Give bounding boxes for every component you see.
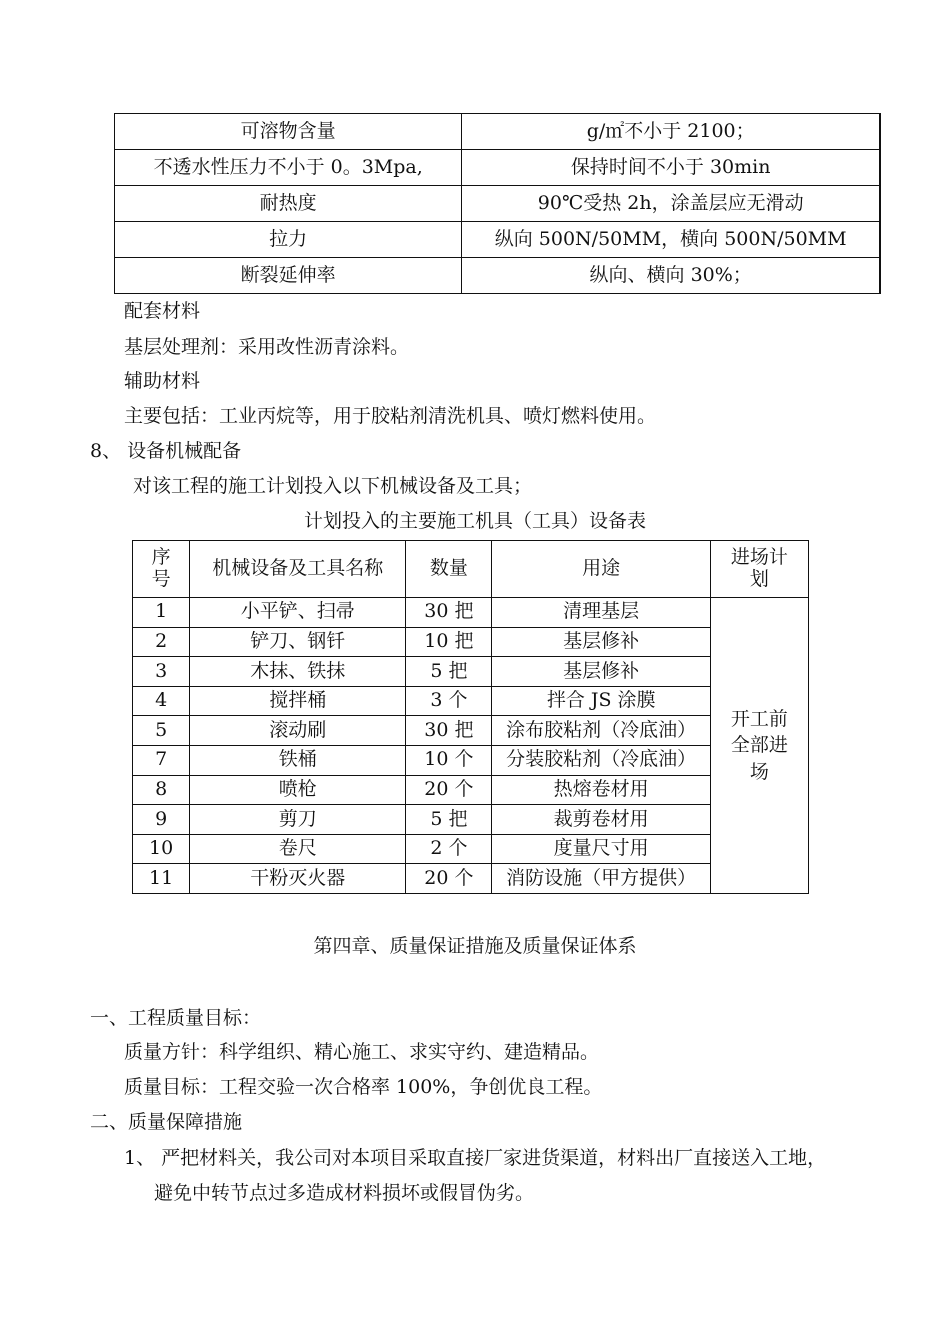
row-qty: 5 把 bbox=[406, 805, 492, 835]
header-seq-line2: 号 bbox=[151, 568, 171, 590]
property-name: 不透水性压力不小于 0。3Mpa, bbox=[115, 150, 462, 186]
table-row bbox=[133, 805, 809, 835]
row-use: 基层修补 bbox=[492, 657, 710, 687]
header-name: 机械设备及工具名称 bbox=[190, 541, 406, 598]
row-name: 剪刀 bbox=[190, 805, 406, 835]
header-seq bbox=[133, 541, 190, 598]
table-row bbox=[115, 114, 880, 150]
equipment-table-title: 计划投入的主要施工机具（工具）设备表 bbox=[303, 510, 646, 532]
row-name: 铲刀、钢钎 bbox=[190, 627, 406, 657]
row-seq: 11 bbox=[133, 864, 190, 894]
header-qty: 数量 bbox=[406, 541, 492, 598]
table-header-row bbox=[133, 541, 809, 598]
measure-item-1: 1、 严把材料关，我公司对本项目采取直接厂家进货渠道，材料出厂直接送入工地， bbox=[124, 1147, 827, 1169]
property-value: 保持时间不小于 30min bbox=[462, 150, 880, 186]
row-qty: 20 个 bbox=[406, 775, 492, 805]
row-qty: 5 把 bbox=[406, 657, 492, 687]
table-row bbox=[133, 657, 809, 687]
row-seq: 10 bbox=[133, 834, 190, 864]
table-row bbox=[115, 150, 880, 186]
table-row bbox=[133, 745, 809, 775]
quality-policy: 质量方针：科学组织、精心施工、求实守约、建造精品。 bbox=[124, 1041, 600, 1063]
table-row bbox=[133, 716, 809, 746]
materials-heading: 配套材料 bbox=[124, 300, 201, 322]
row-seq: 9 bbox=[133, 805, 190, 835]
row-seq: 5 bbox=[133, 716, 190, 746]
table-row bbox=[133, 864, 809, 894]
table-row bbox=[133, 686, 809, 716]
row-use: 清理基层 bbox=[492, 598, 710, 628]
measure-item-1-cont: 避免中转节点过多造成材料损坏或假冒伪劣。 bbox=[154, 1182, 535, 1204]
plan-line2: 全部进 bbox=[730, 734, 788, 757]
table-row bbox=[133, 598, 809, 628]
row-qty: 30 把 bbox=[406, 598, 492, 628]
row-name: 滚动刷 bbox=[190, 716, 406, 746]
header-seq-line1: 序 bbox=[151, 546, 171, 569]
row-qty: 30 把 bbox=[406, 716, 492, 746]
row-use: 拌合 JS 涂膜 bbox=[492, 686, 710, 716]
plan-cell bbox=[710, 598, 808, 894]
header-plan bbox=[710, 541, 808, 598]
row-use: 分装胶粘剂（冷底油） bbox=[492, 745, 710, 775]
row-seq: 3 bbox=[133, 657, 190, 687]
quality-target: 质量目标：工程交验一次合格率 100%，争创优良工程。 bbox=[124, 1076, 603, 1098]
equipment-table bbox=[132, 540, 809, 894]
property-name: 耐热度 bbox=[115, 186, 462, 222]
row-name: 搅拌桶 bbox=[190, 686, 406, 716]
plan-line3: 场 bbox=[749, 760, 769, 783]
table-edge-line bbox=[880, 113, 881, 294]
auxiliary-heading: 辅助材料 bbox=[124, 370, 201, 392]
row-seq: 1 bbox=[133, 598, 190, 628]
quality-goal-heading: 一、工程质量目标： bbox=[90, 1007, 262, 1029]
row-name: 木抹、铁抹 bbox=[190, 657, 406, 687]
property-value: 纵向、横向 30%； bbox=[462, 258, 880, 294]
quality-measures-heading: 二、质量保障措施 bbox=[90, 1111, 243, 1133]
table-row bbox=[115, 186, 880, 222]
row-name: 干粉灭火器 bbox=[190, 864, 406, 894]
row-use: 涂布胶粘剂（冷底油） bbox=[492, 716, 710, 746]
row-seq: 8 bbox=[133, 775, 190, 805]
row-qty: 3 个 bbox=[406, 686, 492, 716]
row-use: 度量尺寸用 bbox=[492, 834, 710, 864]
row-name: 铁桶 bbox=[190, 745, 406, 775]
property-value: 纵向 500N/50MM，横向 500N/50MM bbox=[462, 222, 880, 258]
property-name: 断裂延伸率 bbox=[115, 258, 462, 294]
plan-line1: 开工前 bbox=[730, 707, 788, 730]
equipment-heading: 8、 设备机械配备 bbox=[90, 440, 242, 462]
row-use: 基层修补 bbox=[492, 627, 710, 657]
row-seq: 4 bbox=[133, 686, 190, 716]
row-qty: 10 把 bbox=[406, 627, 492, 657]
property-name: 拉力 bbox=[115, 222, 462, 258]
row-use: 裁剪卷材用 bbox=[492, 805, 710, 835]
materials-base-treatment: 基层处理剂：采用改性沥青涂料。 bbox=[124, 336, 410, 358]
row-name: 卷尺 bbox=[190, 834, 406, 864]
equipment-intro: 对该工程的施工计划投入以下机械设备及工具； bbox=[133, 475, 533, 497]
table-row bbox=[115, 258, 880, 294]
property-name: 可溶物含量 bbox=[115, 114, 462, 150]
row-qty: 20 个 bbox=[406, 864, 492, 894]
auxiliary-line: 主要包括：工业丙烷等，用于胶粘剂清洗机具、喷灯燃料使用。 bbox=[124, 405, 657, 427]
row-name: 喷枪 bbox=[190, 775, 406, 805]
table-row bbox=[133, 627, 809, 657]
row-qty: 10 个 bbox=[406, 745, 492, 775]
row-name: 小平铲、扫帚 bbox=[190, 598, 406, 628]
row-seq: 2 bbox=[133, 627, 190, 657]
property-value: 90℃受热 2h，涂盖层应无滑动 bbox=[462, 186, 880, 222]
row-use: 热熔卷材用 bbox=[492, 775, 710, 805]
table-row bbox=[133, 834, 809, 864]
row-seq: 7 bbox=[133, 745, 190, 775]
row-qty: 2 个 bbox=[406, 834, 492, 864]
property-table bbox=[114, 113, 880, 294]
header-plan-line1: 进场计 bbox=[730, 546, 788, 569]
table-row bbox=[115, 222, 880, 258]
row-use: 消防设施（甲方提供） bbox=[492, 864, 710, 894]
chapter-title: 第四章、质量保证措施及质量保证体系 bbox=[313, 935, 637, 957]
property-value: g/㎡不小于 2100； bbox=[462, 114, 880, 150]
header-use: 用途 bbox=[492, 541, 710, 598]
table-row bbox=[133, 775, 809, 805]
header-plan-line2: 划 bbox=[749, 568, 769, 590]
